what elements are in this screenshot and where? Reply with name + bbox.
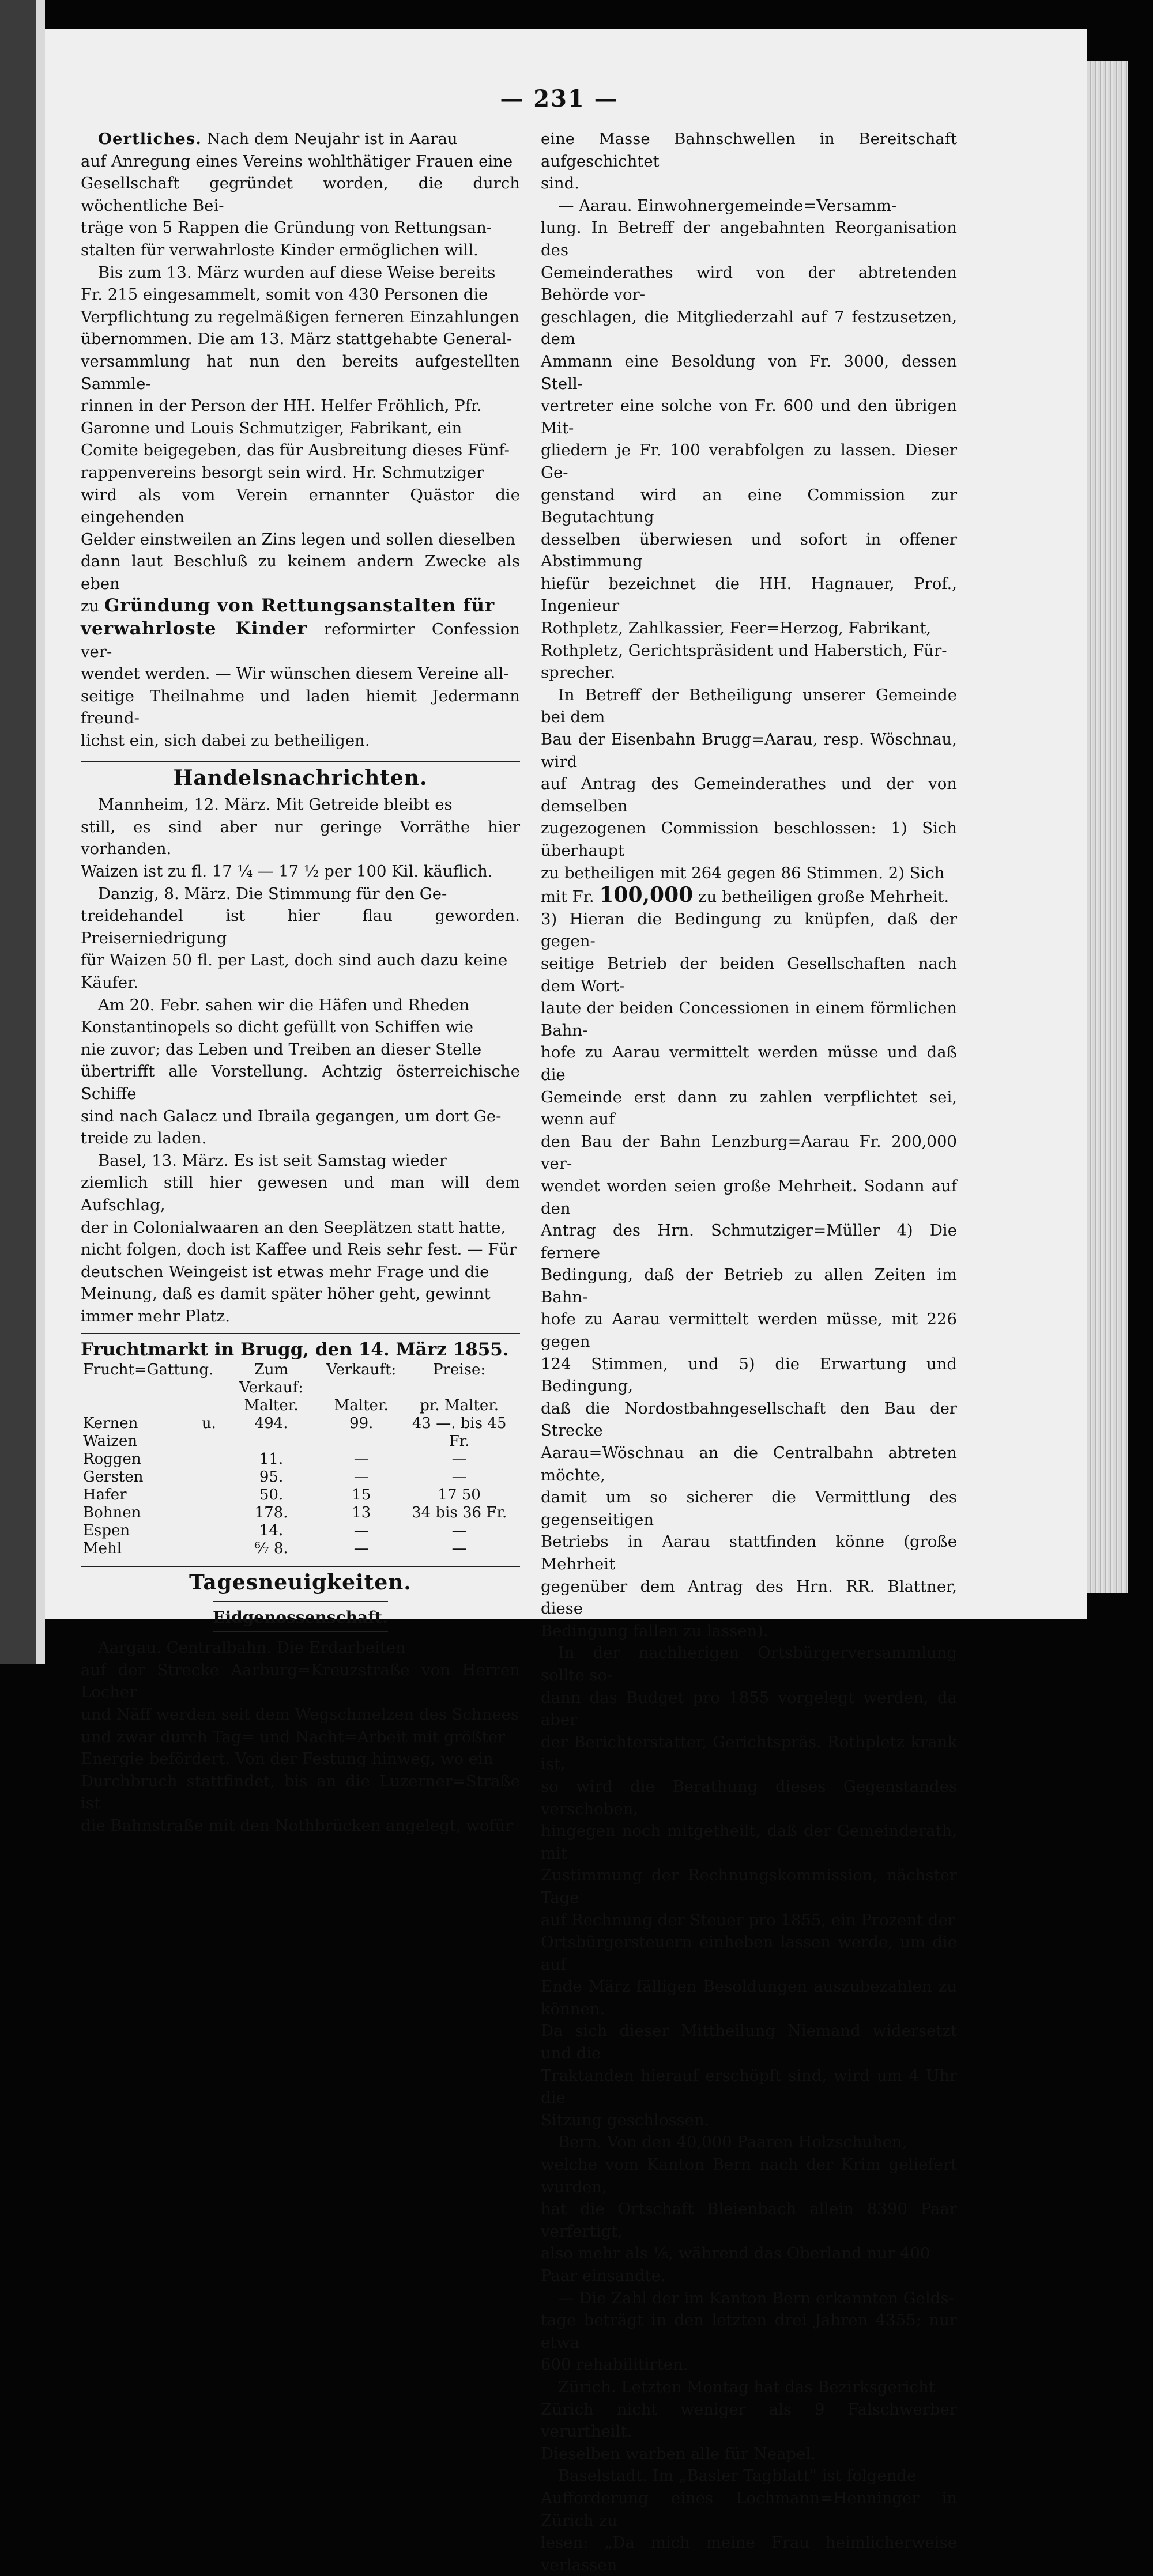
p2-line: dann laut Beschluß zu keinem andern Zwecke als eben [81,552,520,593]
gruendung-bold: Gründung von Rettungsanstalten für [104,595,495,617]
table-row: Mehl ⁶⁄₇ 8. — — [83,1540,467,1558]
aarau-line: — Aarau. Einwohnergemeinde=Versamm- [558,196,897,215]
danzig-line: Danzig, 8. März. Die Stimmung für den Ge- [98,884,447,903]
bern-line: Paar einsandte. [541,2267,666,2285]
betheil-line: In Betreff der Betheiligung unserer Gemeinde bei dem [541,685,957,727]
betheil-line: Antrag des Hrn. Schmutziger=Müller 4) Die fernere [541,1221,957,1262]
book-gutter [0,0,36,1664]
p2-line: Fr. 215 eingesammelt, somit von 430 Personen die [81,285,488,304]
right-column [541,128,957,2576]
basel-line: Basel, 13. März. Es ist seit Samstag wieder [98,1151,447,1170]
table-header-row: Frucht=Gattung. Zum Verkauf: Verkauft: Preise: [83,1361,486,1397]
betheil-line: Gemeinde erst dann zu zahlen verpflichtet sei, wenn auf [541,1087,957,1129]
betheil-line: daß die Nordostbahngesellschaft den Bau der Strecke [541,1399,957,1440]
cont-line: eine Masse Bahnschwellen in Bereitschaft aufgeschichtet [541,130,957,171]
tages-heading: Tagesneuigkeiten. [189,1570,412,1595]
p2-line: übernommen. Die am 13. März stattgehabte General- [81,330,513,349]
p2-line: Gelder einstweilen an Zins legen und sollen dieselben [81,530,515,549]
betheil-line: Betriebs in Aarau stattfinden könne (große Mehrheit [541,1532,957,1573]
aargau-line: die Bahnstraße mit den Nothbrücken angelegt, wofür [81,1816,513,1835]
oertliches-first-line: Oertliches. Nach dem Neujahr ist in Aarau [98,130,458,148]
aarau-line: vertreter eine solche von Fr. 600 und den übrigen Mit- [541,396,957,437]
febr-line: übertrifft alle Vorstellung. Achtzig österreichische Schiffe [81,1062,520,1103]
page-number: — 231 — [500,85,619,112]
amount-100000: 100,000 [599,883,694,908]
orts-line: Ortsbürgersteuern einheben lassen werde, um die auf [541,1933,957,1974]
oertliches-line: Gesellschaft gegründet worden, die durch wöchentliche Bei- [81,174,520,215]
p2-line: versammlung hat nun den bereits aufgestellten Sammle- [81,352,520,393]
febr-line: sind nach Galacz und Ibraila gegangen, um dort Ge- [81,1106,502,1125]
aargau-line: und Näff werden seit dem Wegschmelzen des Schnees [81,1705,519,1724]
orts-line: Ende März fälligen Besoldungen auszubezahlen zu können. [541,1977,957,2018]
basel-line: immer mehr Platz. [81,1306,231,1325]
table-row: Espen 14. — — [83,1522,467,1540]
p2-line: Bis zum 13. März wurden auf diese Weise bereits [98,263,496,282]
verwahrloste-bold: verwahrloste Kinder [81,618,307,640]
aarau-line: genstand wird an eine Commission zur Begutachtung [541,485,957,527]
orts-line: Traktanden hierauf erschöpft sind, wird um 4 Uhr die [541,2066,957,2107]
febr-line: Am 20. Febr. sahen wir die Häfen und Rheden [98,995,470,1014]
table-row: Roggen 11. — — [83,1451,467,1468]
basel-stadt-line: lesen: „Da mich meine Frau heimlicherweise verlassen [541,2533,957,2574]
bern-line: also mehr als ⅕, während das Oberland nur 400 [541,2244,930,2263]
gruendung-line-2: verwahrloste Kinder reformirter Confession ver- [81,618,520,661]
betheil-line: hofe zu Aarau vermittelt werden müsse und daß die [541,1043,957,1084]
bern-line: hat die Ortschaft Bleienbach allein 8390 Paar verfertigt, [541,2200,957,2241]
orts-line: auf Rechnung der Steuer pro 1855, ein Prozent der [541,1910,955,1929]
orts-line: Zustimmung der Rechnungskommission, nächster Tage [541,1866,957,1907]
aarau-line: Rothpletz, Gerichtspräsident und Haberstich, Für- [541,641,947,660]
basel-stadt-line: Baselstadt. Im „Basler Tagblatt" ist folgende [558,2467,917,2486]
betheil-line: Aarau=Wöschnau an die Centralbahn abtreten möchte, [541,1444,957,1485]
aargau-line: auf der Strecke Aarburg=Kreuzstraße von Herren Locher [81,1660,520,1702]
betheil-line: gegenüber dem Antrag des Hrn. RR. Blattner, diese [541,1577,957,1618]
aarau-line: gliedern je Fr. 100 verabfolgen zu lassen. Dieser Ge- [541,441,957,482]
aarau-line: sprecher. [541,663,616,682]
basel-line: ziemlich still hier gewesen und man will dem Aufschlag, [81,1173,520,1214]
betheil-line: Bedingung fallen zu lassen). [541,1621,768,1640]
aarau-line: geschlagen, die Mitgliederzahl auf 7 festzusetzen, dem [541,307,957,349]
gelds-line: tage beträgt in den letzten drei Jahren 4355; nur etwa [541,2311,957,2352]
p2-end-line: seitige Theilnahme und laden hiemit Jedermann freund- [81,686,520,728]
aarau-line: hiefür bezeichnet die HH. Hagnauer, Prof., Ingenieur [541,574,957,615]
p2-line: rinnen in der Person der HH. Helfer Fröhlich, Pfr. [81,396,482,416]
betheil-line: seitige Betrieb der beiden Gesellschaften nach dem Wort- [541,954,957,995]
zuerich-line: Dieselben warben alle für Neapel. [541,2444,816,2463]
aarau-line: Rothpletz, Zahlkassier, Feer=Herzog, Fabrikant, [541,619,932,638]
p2-line: rappenvereins besorgt sein wird. Hr. Schmutziger [81,463,484,482]
left-column [81,128,520,1837]
danzig-line: treidehandel ist hier flau geworden. Preiserniedrigung [81,906,520,947]
basel-line: deutschen Weingeist ist etwas mehr Frage und die [81,1262,489,1281]
table-row: Kernen u. Waizen 494. 99. 43 —. bis 45 Fr. [83,1415,507,1451]
bern-line: Bern. Von den 40,000 Paaren Holzschuhen, [558,2133,907,2152]
orts-line: Da sich dieser Mittheilung Niemand widersetzt und die [541,2022,957,2063]
gelds-line: 600 rehabilitirten. [541,2355,688,2374]
eidg-heading: Eidgenossenschaft. [213,1607,388,1627]
betheil-line: 124 Stimmen, und 5) die Erwartung und Bedingung, [541,1354,957,1396]
danzig-line: Käufer. [81,973,138,992]
betheil-line: laute der beiden Concessionen in einem förmlichen Bahn- [541,999,957,1040]
gutter-edge [36,0,45,1664]
basel-line: der in Colonialwaaren an den Seeplätzen statt hatte, [81,1218,506,1237]
fruchtmarkt-title: Fruchtmarkt in Brugg, den 14. März 1855. [81,1339,509,1361]
aarau-line: Gemeinderathes wird von der abtretenden Behörde vor- [541,263,957,304]
zuerich-line: Zürich. Letzten Montag hat das Bezirksgericht [558,2377,935,2396]
betheil-line: wendet worden seien große Mehrheit. Sodann auf den [541,1176,957,1218]
section-rule [81,761,520,762]
p2-line: Garonne und Louis Schmutziger, Fabrikant, ein [81,418,462,437]
oertliches-line: träge von 5 Rappen die Gründung von Rettungsan- [81,218,492,237]
betheil-line: hofe zu Aarau vermittelt werden müsse, mit 226 gegen [541,1310,957,1351]
p2-end-line: wendet werden. — Wir wünschen diesem Vereine all- [81,664,509,683]
table-header-row: Malter. Malter. pr. Malter. [244,1397,499,1415]
oertliches-heading: Oertliches. [98,130,202,148]
section-rule [81,1566,520,1567]
betheil-line: zugezogenen Commission beschlossen: 1) Sich überhaupt [541,819,957,860]
p2-line: wird als vom Verein ernannter Quästor die eingehenden [81,485,520,527]
p2-line: Comite beigegeben, das für Ausbreitung dieses Fünf- [81,441,510,460]
handel-heading: Handelsnachrichten. [173,765,428,790]
orts-line: In der nachherigen Ortsbürgerversammlung sollte so- [541,1644,957,1684]
mannheim-line: Waizen ist zu fl. 17 ¼ — 17 ½ per 100 Kil. käuflich. [81,862,493,881]
betheil-line: 3) Hieran die Bedingung zu knüpfen, daß der gegen- [541,909,957,951]
table-row: Gersten 95. — — [83,1468,467,1486]
table-row: Bohnen 178. 13 34 bis 36 Fr. [83,1504,507,1522]
orts-line: so wird die Berathung dieses Gegenstandes verschoben, [541,1777,957,1818]
aargau-line: Energie befördert. Von der Festung hinweg, wo ein [81,1750,493,1769]
gelds-line: — Die Zahl der im Kanton Bern erkannten Gelds- [558,2288,954,2307]
febr-line: nie zuvor; das Leben und Treiben an dieser Stelle [81,1040,482,1059]
table-row: Hafer 50. 15 17 50 [83,1486,481,1504]
betheil-line: den Bau der Bahn Lenzburg=Aarau Fr. 200,000 ver- [541,1132,957,1173]
section-rule [81,1333,520,1334]
betheil-line: Bedingung, daß der Betrieb zu allen Zeiten im Bahn- [541,1266,957,1306]
aarau-line: desselben überwiesen und sofort in offener Abstimmung [541,530,957,571]
short-rule [213,1631,389,1632]
orts-line: hingegen noch mitgetheilt, daß der Gemeinderath, mit [541,1822,957,1863]
betheil-line: zu betheiligen mit 264 gegen 86 Stimmen. 2) Sich [541,863,945,882]
orts-line: der Berichterstatter, Gerichtspräs. Rothpletz krank ist, [541,1732,957,1774]
aargau-line: Aargau. Centralbahn. Die Erdarbeiten [98,1638,406,1657]
aargau-line: Durchbruch stattfindet, bis an die Luzerner=Straße ist [81,1772,520,1813]
betheil-line: damit um so sicherer die Vermittlung des gegenseitigen [541,1488,957,1529]
aarau-line: Ammann eine Besoldung von Fr. 3000, dessen Stell- [541,352,957,393]
betheil-line: Bau der Eisenbahn Brugg=Aarau, resp. Wöschnau, wird [541,730,957,771]
orts-line: Sitzung geschlossen. [541,2110,710,2129]
orts-line: dann das Budget pro 1855 vorgelegt werden, da aber [541,1688,957,1729]
mannheim-line: Mannheim, 12. März. Mit Getreide bleibt es [98,795,453,814]
p2-end-line: lichst ein, sich dabei zu betheiligen. [81,731,370,750]
basel-line: nicht folgen, doch ist Kaffee und Reis sehr fest. — Für [81,1240,517,1259]
mannheim-line: still, es sind aber nur geringe Vorräthe hier vorhanden. [81,817,520,859]
fruchtmarkt-table [81,1361,520,1558]
p2-line: Verpflichtung zu regelmäßigen ferneren Einzahlungen [81,307,519,326]
gruendung-line: zu Gründung von Rettungsanstalten für [81,595,495,617]
basel-line: Meinung, daß es damit später höher geht, gewinnt [81,1285,491,1304]
aarau-line: lung. In Betreff der angebahnten Reorganisation des [541,218,957,259]
febr-line: treide zu laden. [81,1129,207,1148]
bern-line: welche vom Kanton Bern nach der Krim geliefert wurden, [541,2155,957,2196]
febr-line: Konstantinopels so dicht gefüllt von Schiffen wie [81,1018,474,1037]
hundert-line: mit Fr. 100,000 zu betheiligen große Mehrheit. [541,883,949,908]
aargau-line: und zwar durch Tag= und Nacht=Arbeit mit größter [81,1727,506,1746]
cont-line: sind. [541,174,579,193]
betheil-line: auf Antrag des Gemeinderathes und der von demselben [541,775,957,815]
oertliches-line: stalten für verwahrloste Kinder ermöglichen will. [81,240,478,259]
oertliches-line: auf Anregung eines Vereins wohlthätiger Frauen eine [81,152,513,171]
danzig-line: für Waizen 50 fl. per Last, doch sind auch dazu keine [81,951,508,970]
short-rule [213,1601,389,1602]
basel-stadt-line: Aufforderung eines Lochmann=Henninger in Zürich zu [541,2488,957,2530]
zuerich-line: Zürich nicht weniger als 9 Falschwerber verurtheilt. [541,2400,957,2441]
page-edges [1087,61,1128,1593]
